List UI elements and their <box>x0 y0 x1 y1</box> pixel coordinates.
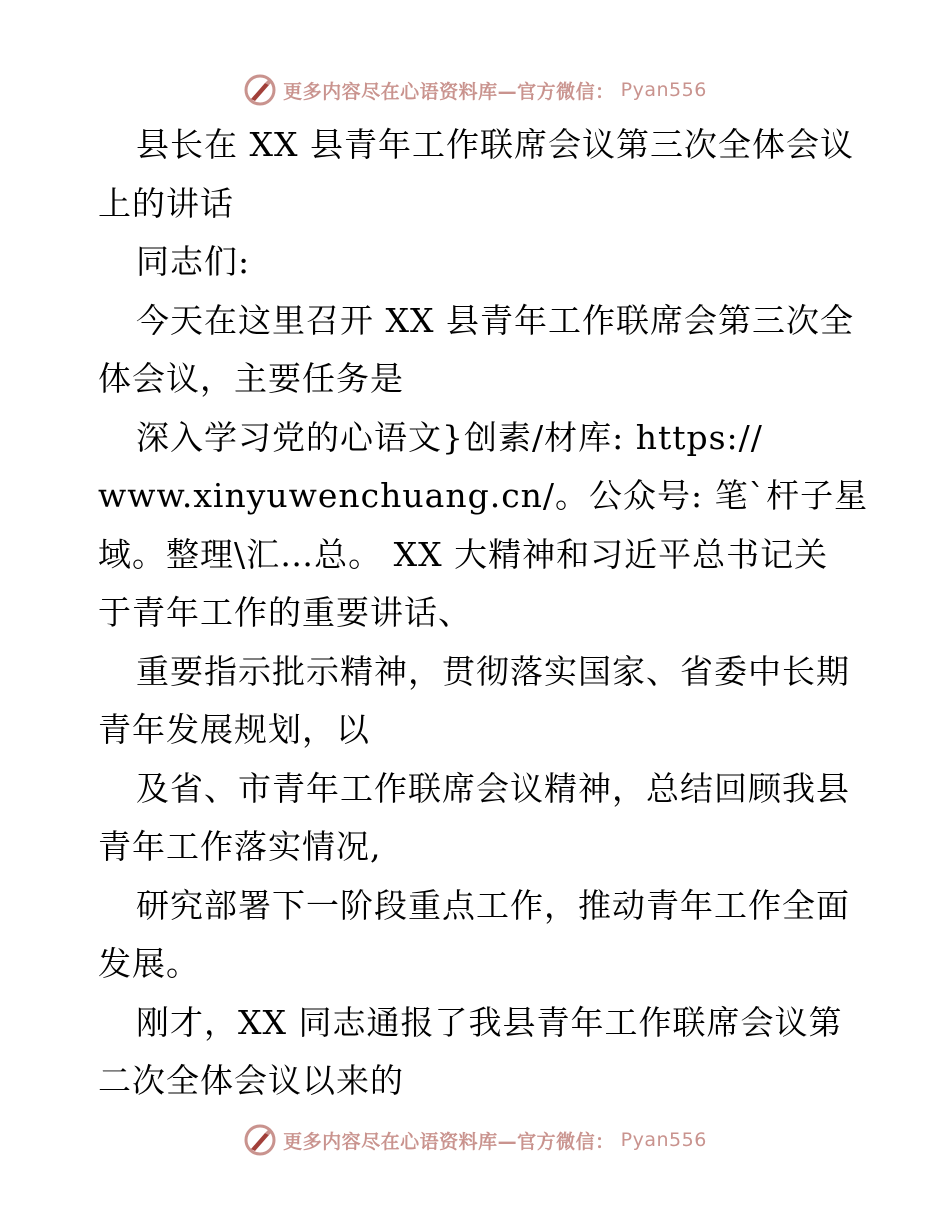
header-watermark-banner <box>0 70 950 110</box>
watermark-text: 更多内容尽在心语资料库—官方微信： <box>283 80 615 103</box>
text-line: 刚才，XX 同志通报了我县青年工作联席会议第 <box>136 1002 843 1042</box>
text-line: 重要指示批示精神，贯彻落实国家、省委中长期 <box>136 651 850 691</box>
quill-logo-icon <box>243 73 277 107</box>
text-line: 同志们: <box>136 242 251 281</box>
text-line: www.xinyuwenchuang.cn/。公众号: 笔`杆子星 <box>98 476 869 515</box>
watermark-text: 更多内容尽在心语资料库—官方微信： <box>283 1130 615 1153</box>
text-line: 发展。 <box>98 944 200 983</box>
text-line: 及省、市青年工作联席会议精神，总结回顾我县 <box>136 768 850 808</box>
text-line: 于青年工作的重要讲话、 <box>98 593 472 632</box>
text-line: 深入学习党的心语文}创素/材库: https:// <box>136 417 763 457</box>
text-line: 域。整理\汇…总。 XX 大精神和习近平总书记关 <box>98 534 829 574</box>
footer-watermark-banner <box>0 1120 950 1160</box>
text-line: 今天在这里召开 XX 县青年工作联席会第三次全 <box>136 300 854 340</box>
text-line: 体会议，主要任务是 <box>98 359 404 398</box>
document-body <box>98 116 869 1111</box>
watermark-handle: Pyan556 <box>620 1129 707 1151</box>
text-line: 县长在 XX 县青年工作联席会议第三次全体会议 <box>136 125 854 164</box>
text-line: 上的讲话 <box>98 183 234 223</box>
text-line: 研究部署下一阶段重点工作，推动青年工作全面 <box>136 885 850 925</box>
quill-logo-icon <box>243 1123 277 1157</box>
text-line: 青年发展规划，以 <box>98 710 370 749</box>
text-line: 青年工作落实情况, <box>98 827 382 866</box>
watermark-handle: Pyan556 <box>620 79 707 101</box>
text-line: 二次全体会议以来的 <box>98 1061 404 1100</box>
